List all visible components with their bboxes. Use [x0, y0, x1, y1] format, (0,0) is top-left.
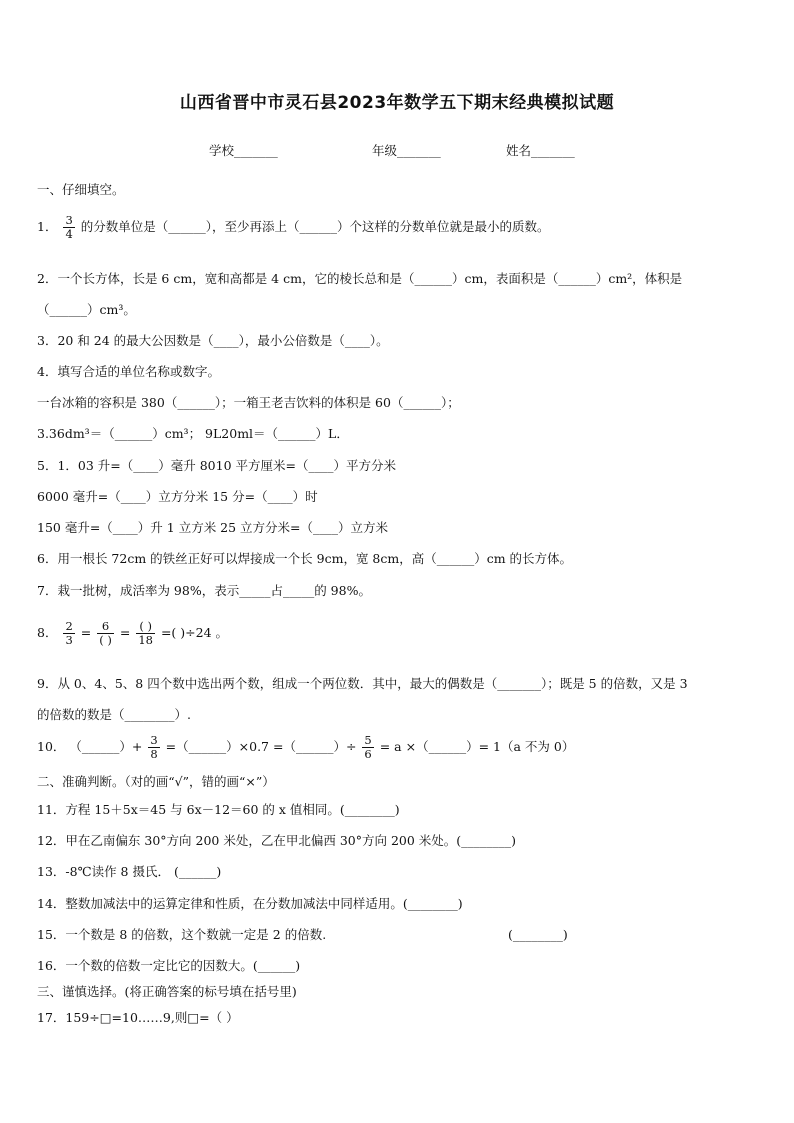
fraction-numerator: ( ): [139, 619, 152, 633]
question-15-answer-paren: (________): [508, 927, 568, 942]
equals-sign: =: [119, 625, 131, 640]
equals-sign: =: [80, 625, 92, 640]
question-text: 的分数单位是（______），至少再添上（______）个这样的分数单位就是最小的质数。: [80, 219, 550, 234]
fraction-6-blank: [97, 620, 114, 647]
fraction-denominator: 3: [65, 633, 73, 647]
question-5-line-b: 6000 毫升=（____）立方分米 15 分=（____）时: [37, 489, 318, 504]
question-8: [37, 620, 228, 647]
fraction-3-8: [148, 734, 159, 761]
question-10: [37, 734, 574, 761]
page-title: 山西省晋中市灵石县2023年数学五下期末经典模拟试题: [179, 93, 615, 113]
question-number: 1．: [37, 219, 58, 234]
question-11: 11．方程 15＋5x＝45 与 6x－12＝60 的 x 值相同。(________): [37, 802, 400, 817]
question-1: [37, 214, 550, 241]
fraction-numerator: 2: [65, 619, 73, 633]
grade-field: 年级_______: [372, 143, 441, 158]
question-14: 14．整数加减法中的运算定律和性质，在分数加减法中同样适用。(________): [37, 896, 463, 911]
fraction-denominator: 4: [65, 227, 73, 241]
school-field: 学校_______: [209, 143, 278, 158]
fraction-2-3: [63, 620, 74, 647]
fraction-denominator: 18: [138, 633, 153, 647]
question-4-line-a: 一台冰箱的容积是 380（______）；一箱王老吉饮料的体积是 60（______）；: [37, 395, 460, 410]
fraction-numerator: 5: [364, 733, 372, 747]
question-2-line-1: 2．一个长方体，长是 6 cm，宽和高都是 4 cm，它的棱长总和是（______）cm，表面积是（______）cm²，体积是: [37, 271, 683, 286]
question-text: =（______）×0.7 =（______）÷: [165, 739, 357, 754]
question-17: 17．159÷□=10……9,则□=（ ）: [37, 1010, 239, 1025]
question-4: 4．填写合适的单位名称或数字。: [37, 364, 220, 379]
question-16: 16．一个数的倍数一定比它的因数大。(______): [37, 958, 301, 973]
section-heading-choose: 三、谨慎选择。(将正确答案的标号填在括号里): [37, 984, 297, 999]
fraction-blank-18: [136, 620, 155, 647]
question-text: = a ×（______）= 1（a 不为 0）: [379, 739, 575, 754]
fraction-3-4: [63, 214, 74, 241]
section-heading-judge: 二、准确判断。（对的画“√”，错的画“×”）: [37, 774, 275, 789]
fraction-denominator: 8: [150, 747, 158, 761]
question-text: （______）+: [69, 739, 143, 754]
question-4-line-b: 3.36dm³＝（______）cm³； 9L20ml＝（______）L．: [37, 426, 349, 441]
fraction-5-6: [362, 734, 373, 761]
question-2-line-2: （______）cm³。: [37, 302, 136, 317]
name-field: 姓名_______: [506, 143, 575, 158]
question-3: 3．20 和 24 的最大公因数是（____），最小公倍数是（____）。: [37, 333, 389, 348]
section-heading-fill-in: 一、仔细填空。: [37, 182, 125, 197]
question-5-line-a: 5．1．03 升=（____）毫升 8010 平方厘米=（____）平方分米: [37, 458, 396, 473]
question-15: 15．一个数是 8 的倍数，这个数就一定是 2 的倍数.: [37, 927, 327, 942]
question-number: 10．: [37, 739, 66, 754]
question-number: 8．: [37, 625, 58, 640]
question-5-line-c: 150 毫升=（____）升 1 立方米 25 立方分米=（____）立方米: [37, 520, 389, 535]
question-text: =( )÷24 。: [160, 625, 228, 640]
question-9-line-2: 的倍数的数是（________）.: [37, 707, 191, 722]
question-12: 12．甲在乙南偏东 30°方向 200 米处，乙在甲北偏西 30°方向 200 米处。(________): [37, 833, 517, 848]
fraction-denominator: 6: [364, 747, 372, 761]
fraction-numerator: 3: [65, 213, 73, 227]
question-6: 6．用一根长 72cm 的铁丝正好可以焊接成一个长 9cm，宽 8cm，高（______）cm 的长方体。: [37, 551, 573, 566]
fraction-numerator: 6: [101, 619, 110, 633]
fraction-numerator: 3: [150, 733, 158, 747]
question-13: 13．-8℃读作 8 摄氏． (______): [37, 864, 222, 879]
fraction-denominator: ( ): [99, 633, 112, 647]
question-9-line-1: 9．从 0、4、5、8 四个数中选出两个数，组成一个两位数．其中，最大的偶数是（_______）；既是 5 的倍数，又是 3: [37, 676, 688, 691]
question-7: 7．栽一批树，成活率为 98%，表示_____占_____的 98%。: [37, 583, 371, 598]
